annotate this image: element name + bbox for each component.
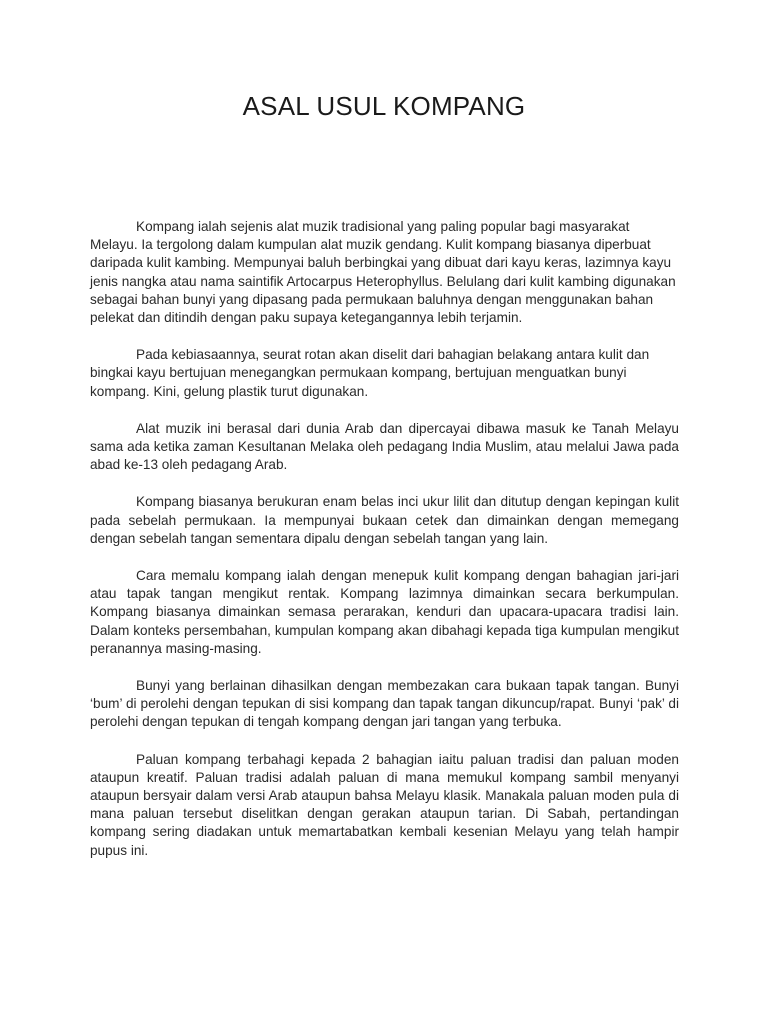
paragraph-rhythm-types: Paluan kompang terbahagi kepada 2 bahagian iaitu paluan tradisi dan paluan moden ataupun kreatif. Paluan tradisi adalah paluan di mana memukul kompang sambil menyanyi ataupun bersyair dalam versi Arab ataupun bahsa Melayu klasik. Manakala paluan moden pula di mana paluan tersebut diselitkan dengan gerakan ataupun tarian. Di Sabah, pertandingan kompang sering diadakan untuk memartabatkan kembali kesenian Melayu yang telah hampir pupus ini. bbox=[90, 751, 679, 858]
paragraph-rattan-ring: Pada kebiasaannya, seurat rotan akan diselit dari bahagian belakang antara kulit dan bingkai kayu bertujuan menegangkan permukaan kompang, bertujuan menguatkan bunyi kompang. Kini, gelung plastik turut digunakan. bbox=[90, 347, 650, 399]
paragraph-definition: Kompang ialah sejenis alat muzik tradisional yang paling popular bagi masyarakat Melayu. Ia tergolong dalam kumpulan alat muzik gendang. Kulit kompang biasanya diperbuat daripada kulit kambing. Mempunyai baluh berbingkai yang dibuat dari kayu keras, lazimnya kayu jenis nangka atau nama saintifik Artocarpus Heterophyllus. Belulang dari kulit kambing digunakan sebagai bahan bunyi yang dipasang pada permukaan baluhnya dengan menggunakan bahan pelekat dan ditindih dengan paku supaya ketegangannya lebih terjamin. bbox=[90, 219, 676, 326]
paragraph-sounds: Bunyi yang berlainan dihasilkan dengan membezakan cara bukaan tapak tangan. Bunyi ‘bum’ di perolehi dengan tepukan di sisi kompang dan tapak tangan dikuncup/rapat. Bunyi ‘pak’ di perolehi dengan tepukan di tengah kompang dengan jari tangan yang terbuka. bbox=[90, 678, 679, 730]
paragraph-origin: Alat muzik ini berasal dari dunia Arab dan dipercayai dibawa masuk ke Tanah Melayu sama ada ketika zaman Kesultanan Melaka oleh pedagang India Muslim, atau melalui Jawa pada abad ke-13 oleh pedagang Arab. bbox=[90, 420, 679, 473]
paragraph-playing-method: Cara memalu kompang ialah dengan menepuk kulit kompang dengan bahagian jari-jari atau tapak tangan mengikut rentak. Kompang lazimnya dimainkan secara berkumpulan. Kompang biasanya dimainkan semasa perarakan, kenduri dan upacara-upacara tradisi lain. Dalam konteks persembahan, kumpulan kompang akan dibahagi kepada tiga kumpulan mengikut peranannya masing-masing. bbox=[90, 568, 679, 656]
document-body bbox=[90, 218, 679, 879]
document-title: ASAL USUL KOMPANG bbox=[242, 91, 526, 121]
paragraph-size: Kompang biasanya berukuran enam belas inci ukur lilit dan ditutup dengan kepingan kulit pada sebelah permukaan. Ia mempunyai bukaan cetek dan dimainkan dengan memegang dengan sebelah tangan sementara dipalu dengan sebelah tangan yang lain. bbox=[90, 494, 679, 546]
